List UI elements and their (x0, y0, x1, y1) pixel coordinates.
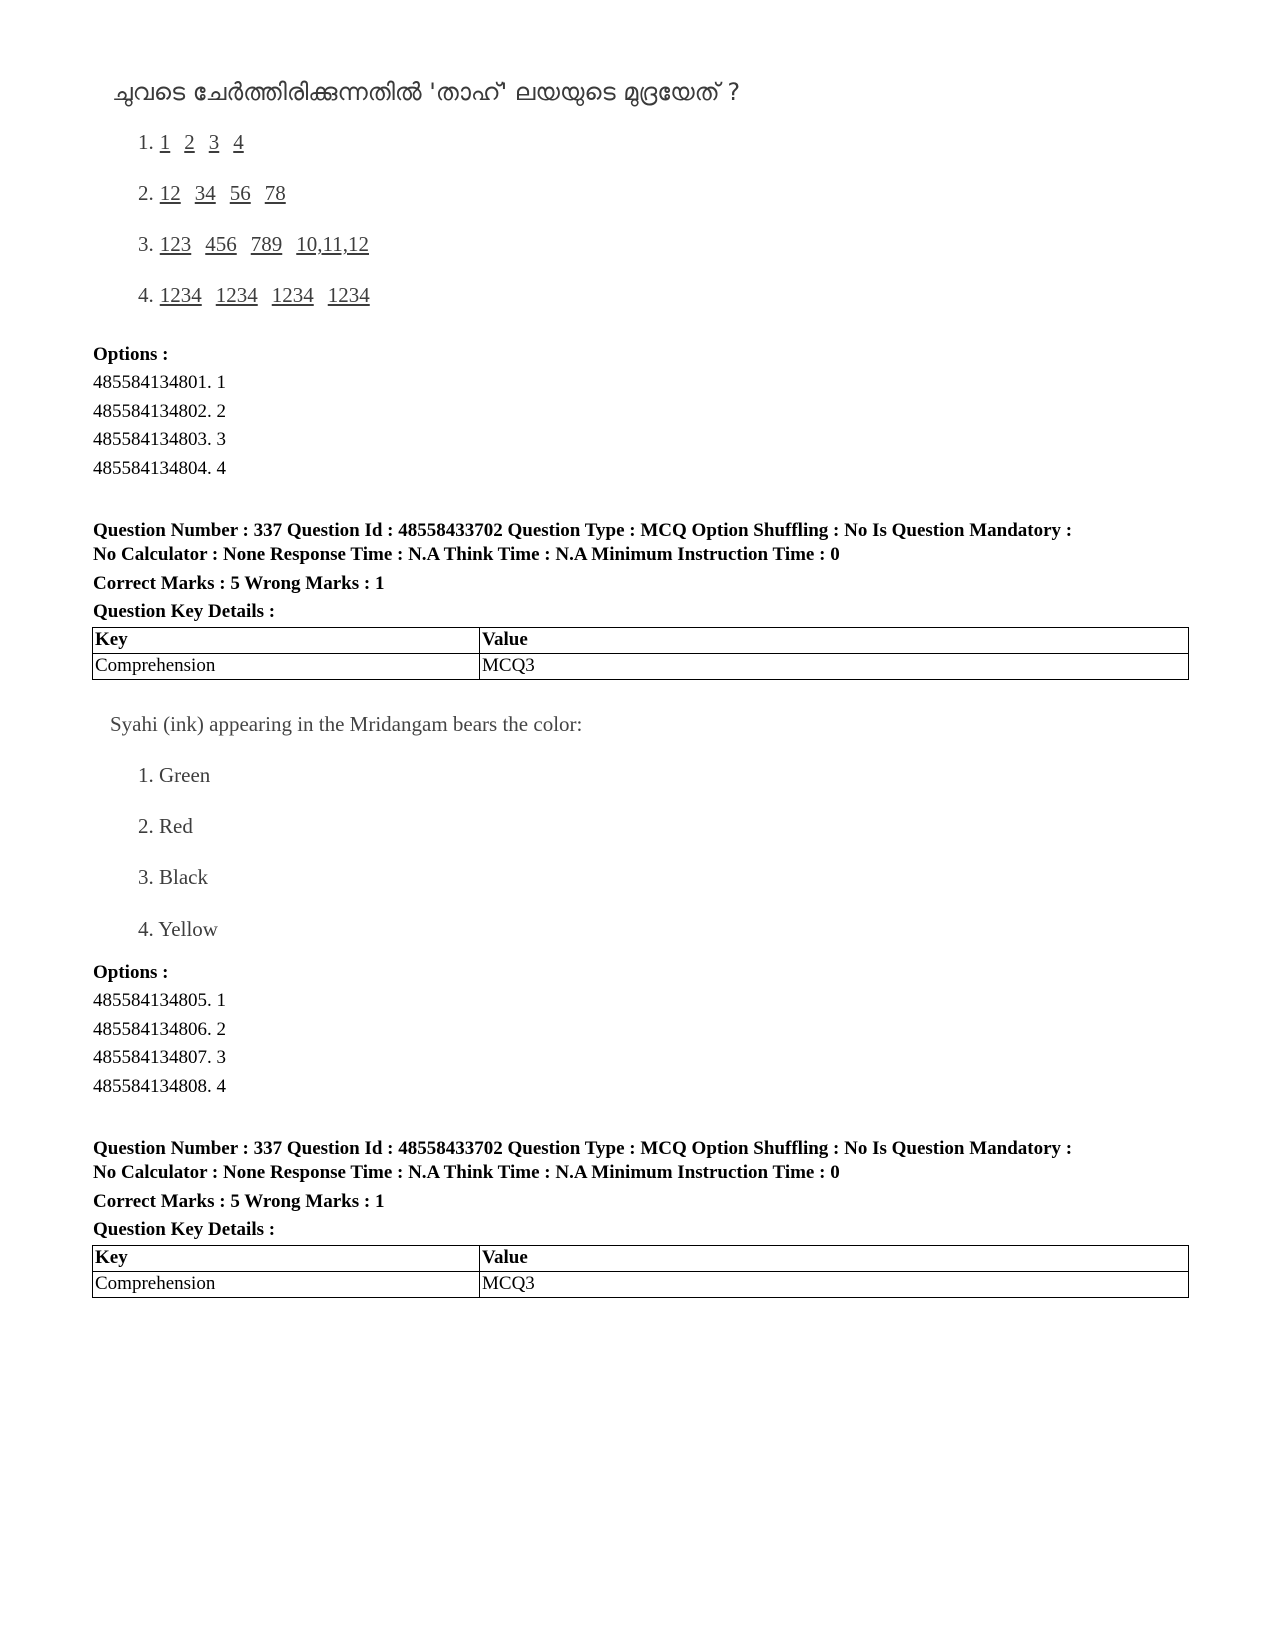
key-details-label: Question Key Details : (93, 601, 276, 622)
option-item: 485584134802. 2 (93, 400, 226, 422)
meta-line-1: Question Number : 337 Question Id : 48558433702 Question Type : MCQ Option Shuffling : No Is Question Mandatory : (93, 520, 1073, 541)
question-1-options (93, 340, 1193, 483)
question-1-choice-3: 3. 123 456 789 10,11,12 (138, 232, 369, 256)
options-label: Options : (93, 962, 169, 983)
question-2-choice-4: 4. Yellow (138, 917, 218, 941)
meta-line-2: No Calculator : None Response Time : N.A Think Time : N.A Minimum Instruction Time : 0 (93, 544, 840, 565)
meta-line-2: No Calculator : None Response Time : N.A Think Time : N.A Minimum Instruction Time : 0 (93, 1162, 840, 1183)
option-item: 485584134803. 3 (93, 429, 226, 450)
question-2-choice-2: 2. Red (138, 814, 193, 838)
question-1-title: ചുവടെ ചേർത്തിരിക്കുന്നതിൽ 'താഹ്' ലയയുടെ മുദ്രയേത് ? (112, 78, 741, 106)
table-cell-key: Comprehension (93, 654, 480, 680)
question-1-choice-2: 2. 12 34 56 78 (138, 181, 286, 205)
key-details-table (92, 1245, 1189, 1298)
key-details-label: Question Key Details : (93, 1219, 276, 1240)
key-details-table (92, 627, 1189, 680)
question-2-choice-3: 3. Black (138, 865, 208, 889)
option-item: 485584134806. 2 (93, 1018, 226, 1040)
table-header-value: Value (480, 628, 1189, 654)
marks-line: Correct Marks : 5 Wrong Marks : 1 (93, 1191, 385, 1212)
question-2-title: Syahi (ink) appearing in the Mridangam bears the color: (110, 712, 583, 736)
question-2-options (93, 958, 1193, 1101)
options-label: Options : (93, 344, 169, 365)
option-item: 485584134804. 4 (93, 457, 226, 479)
meta-line-1: Question Number : 337 Question Id : 48558433702 Question Type : MCQ Option Shuffling : No Is Question Mandatory : (93, 1138, 1073, 1159)
table-cell-value: MCQ3 (480, 1272, 1189, 1298)
question-meta-1 (93, 519, 1203, 567)
option-item: 485584134805. 1 (93, 990, 226, 1011)
option-item: 485584134808. 4 (93, 1075, 226, 1097)
question-2-choice-1: 1. Green (138, 763, 211, 787)
question-1-choice-1: 1. 1 2 3 4 (138, 130, 244, 154)
option-item: 485584134807. 3 (93, 1047, 226, 1068)
table-cell-value: MCQ3 (480, 654, 1189, 680)
table-header-value: Value (480, 1246, 1189, 1272)
table-header-key: Key (93, 1246, 480, 1272)
marks-line: Correct Marks : 5 Wrong Marks : 1 (93, 573, 385, 594)
table-cell-key: Comprehension (93, 1272, 480, 1298)
question-meta-2 (93, 1137, 1203, 1185)
option-item: 485584134801. 1 (93, 372, 226, 393)
table-header-key: Key (93, 628, 480, 654)
question-1-choice-4: 4. 1234 1234 1234 1234 (138, 283, 370, 307)
